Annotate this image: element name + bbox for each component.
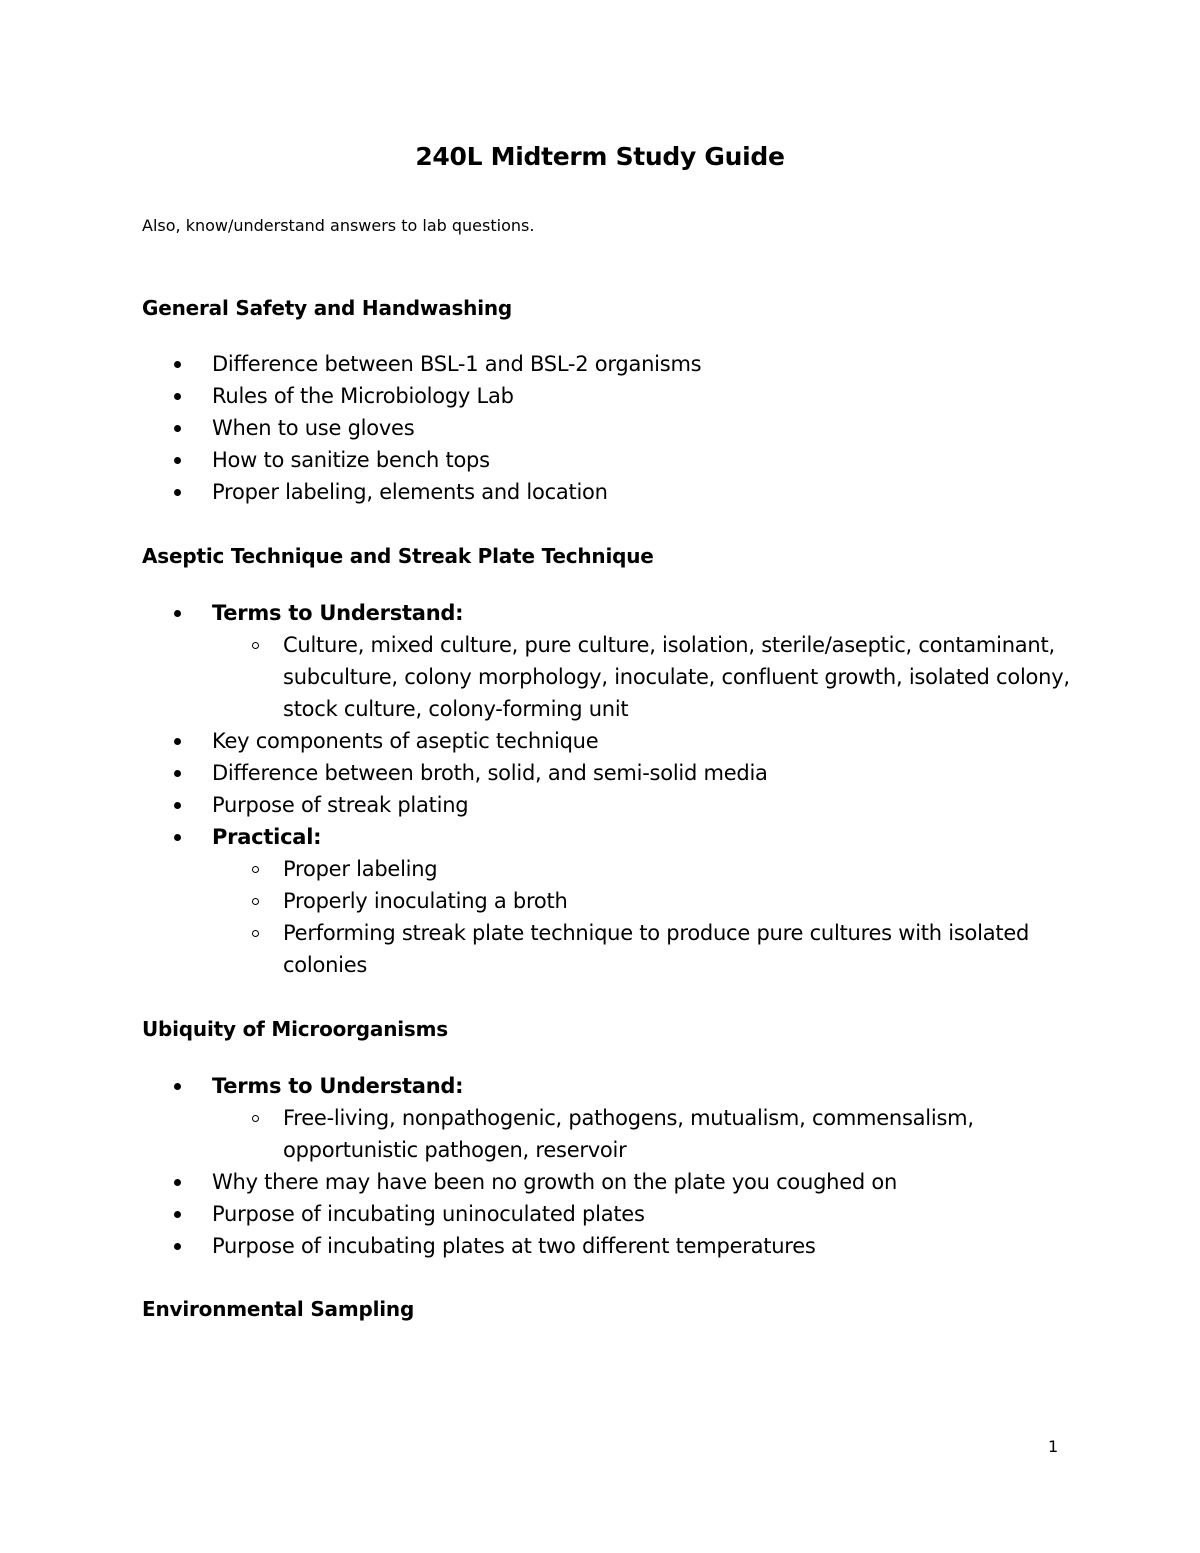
- list-item: Difference between broth, solid, and semi-solid media: [142, 757, 1102, 789]
- section-heading-general-safety: General Safety and Handwashing: [142, 296, 513, 320]
- list-item: Difference between BSL-1 and BSL-2 organisms: [142, 348, 1102, 380]
- list-item: Rules of the Microbiology Lab: [142, 380, 1102, 412]
- page-title: 240L Midterm Study Guide: [415, 142, 785, 171]
- list-item: Purpose of incubating plates at two different temperatures: [142, 1230, 1102, 1262]
- list-item: Proper labeling, elements and location: [142, 476, 1102, 508]
- list-item: Why there may have been no growth on the plate you coughed on: [142, 1166, 1102, 1198]
- intro-note: Also, know/understand answers to lab questions.: [142, 216, 535, 235]
- list-item: When to use gloves: [142, 412, 1102, 444]
- terms-label: Terms to Understand:: [212, 601, 464, 625]
- list-item: Purpose of incubating uninoculated plates: [142, 1198, 1102, 1230]
- section-heading-environmental-sampling: Environmental Sampling: [142, 1297, 415, 1321]
- page-number: 1: [1048, 1437, 1059, 1456]
- practical-subitem: Proper labeling: [212, 853, 1102, 885]
- list-item: Key components of aseptic technique: [142, 725, 1102, 757]
- list-item: How to sanitize bench tops: [142, 444, 1102, 476]
- aseptic-technique-list: [142, 597, 1102, 981]
- terms-item: [142, 597, 1102, 725]
- practical-item: [142, 821, 1102, 981]
- list-item: Purpose of streak plating: [142, 789, 1102, 821]
- terms-sublist: [212, 1102, 1102, 1166]
- section-heading-ubiquity: Ubiquity of Microorganisms: [142, 1017, 448, 1041]
- practical-sublist: [212, 853, 1102, 981]
- terms-text: Culture, mixed culture, pure culture, isolation, sterile/aseptic, contaminant, subculture, colony morphology, inoculate, confluent growth, isolated colony, stock culture, colony-forming unit: [212, 629, 1102, 725]
- terms-label: Terms to Understand:: [212, 1074, 464, 1098]
- general-safety-list: [142, 348, 1102, 508]
- practical-subitem: Performing streak plate technique to produce pure cultures with isolated colonies: [212, 917, 1102, 981]
- practical-subitem: Properly inoculating a broth: [212, 885, 1102, 917]
- terms-item: [142, 1070, 1102, 1166]
- practical-label: Practical:: [212, 825, 322, 849]
- terms-sublist: [212, 629, 1102, 725]
- section-heading-aseptic-technique: Aseptic Technique and Streak Plate Technique: [142, 544, 654, 568]
- ubiquity-list: [142, 1070, 1102, 1262]
- terms-text: Free-living, nonpathogenic, pathogens, mutualism, commensalism, opportunistic pathogen, reservoir: [212, 1102, 1102, 1166]
